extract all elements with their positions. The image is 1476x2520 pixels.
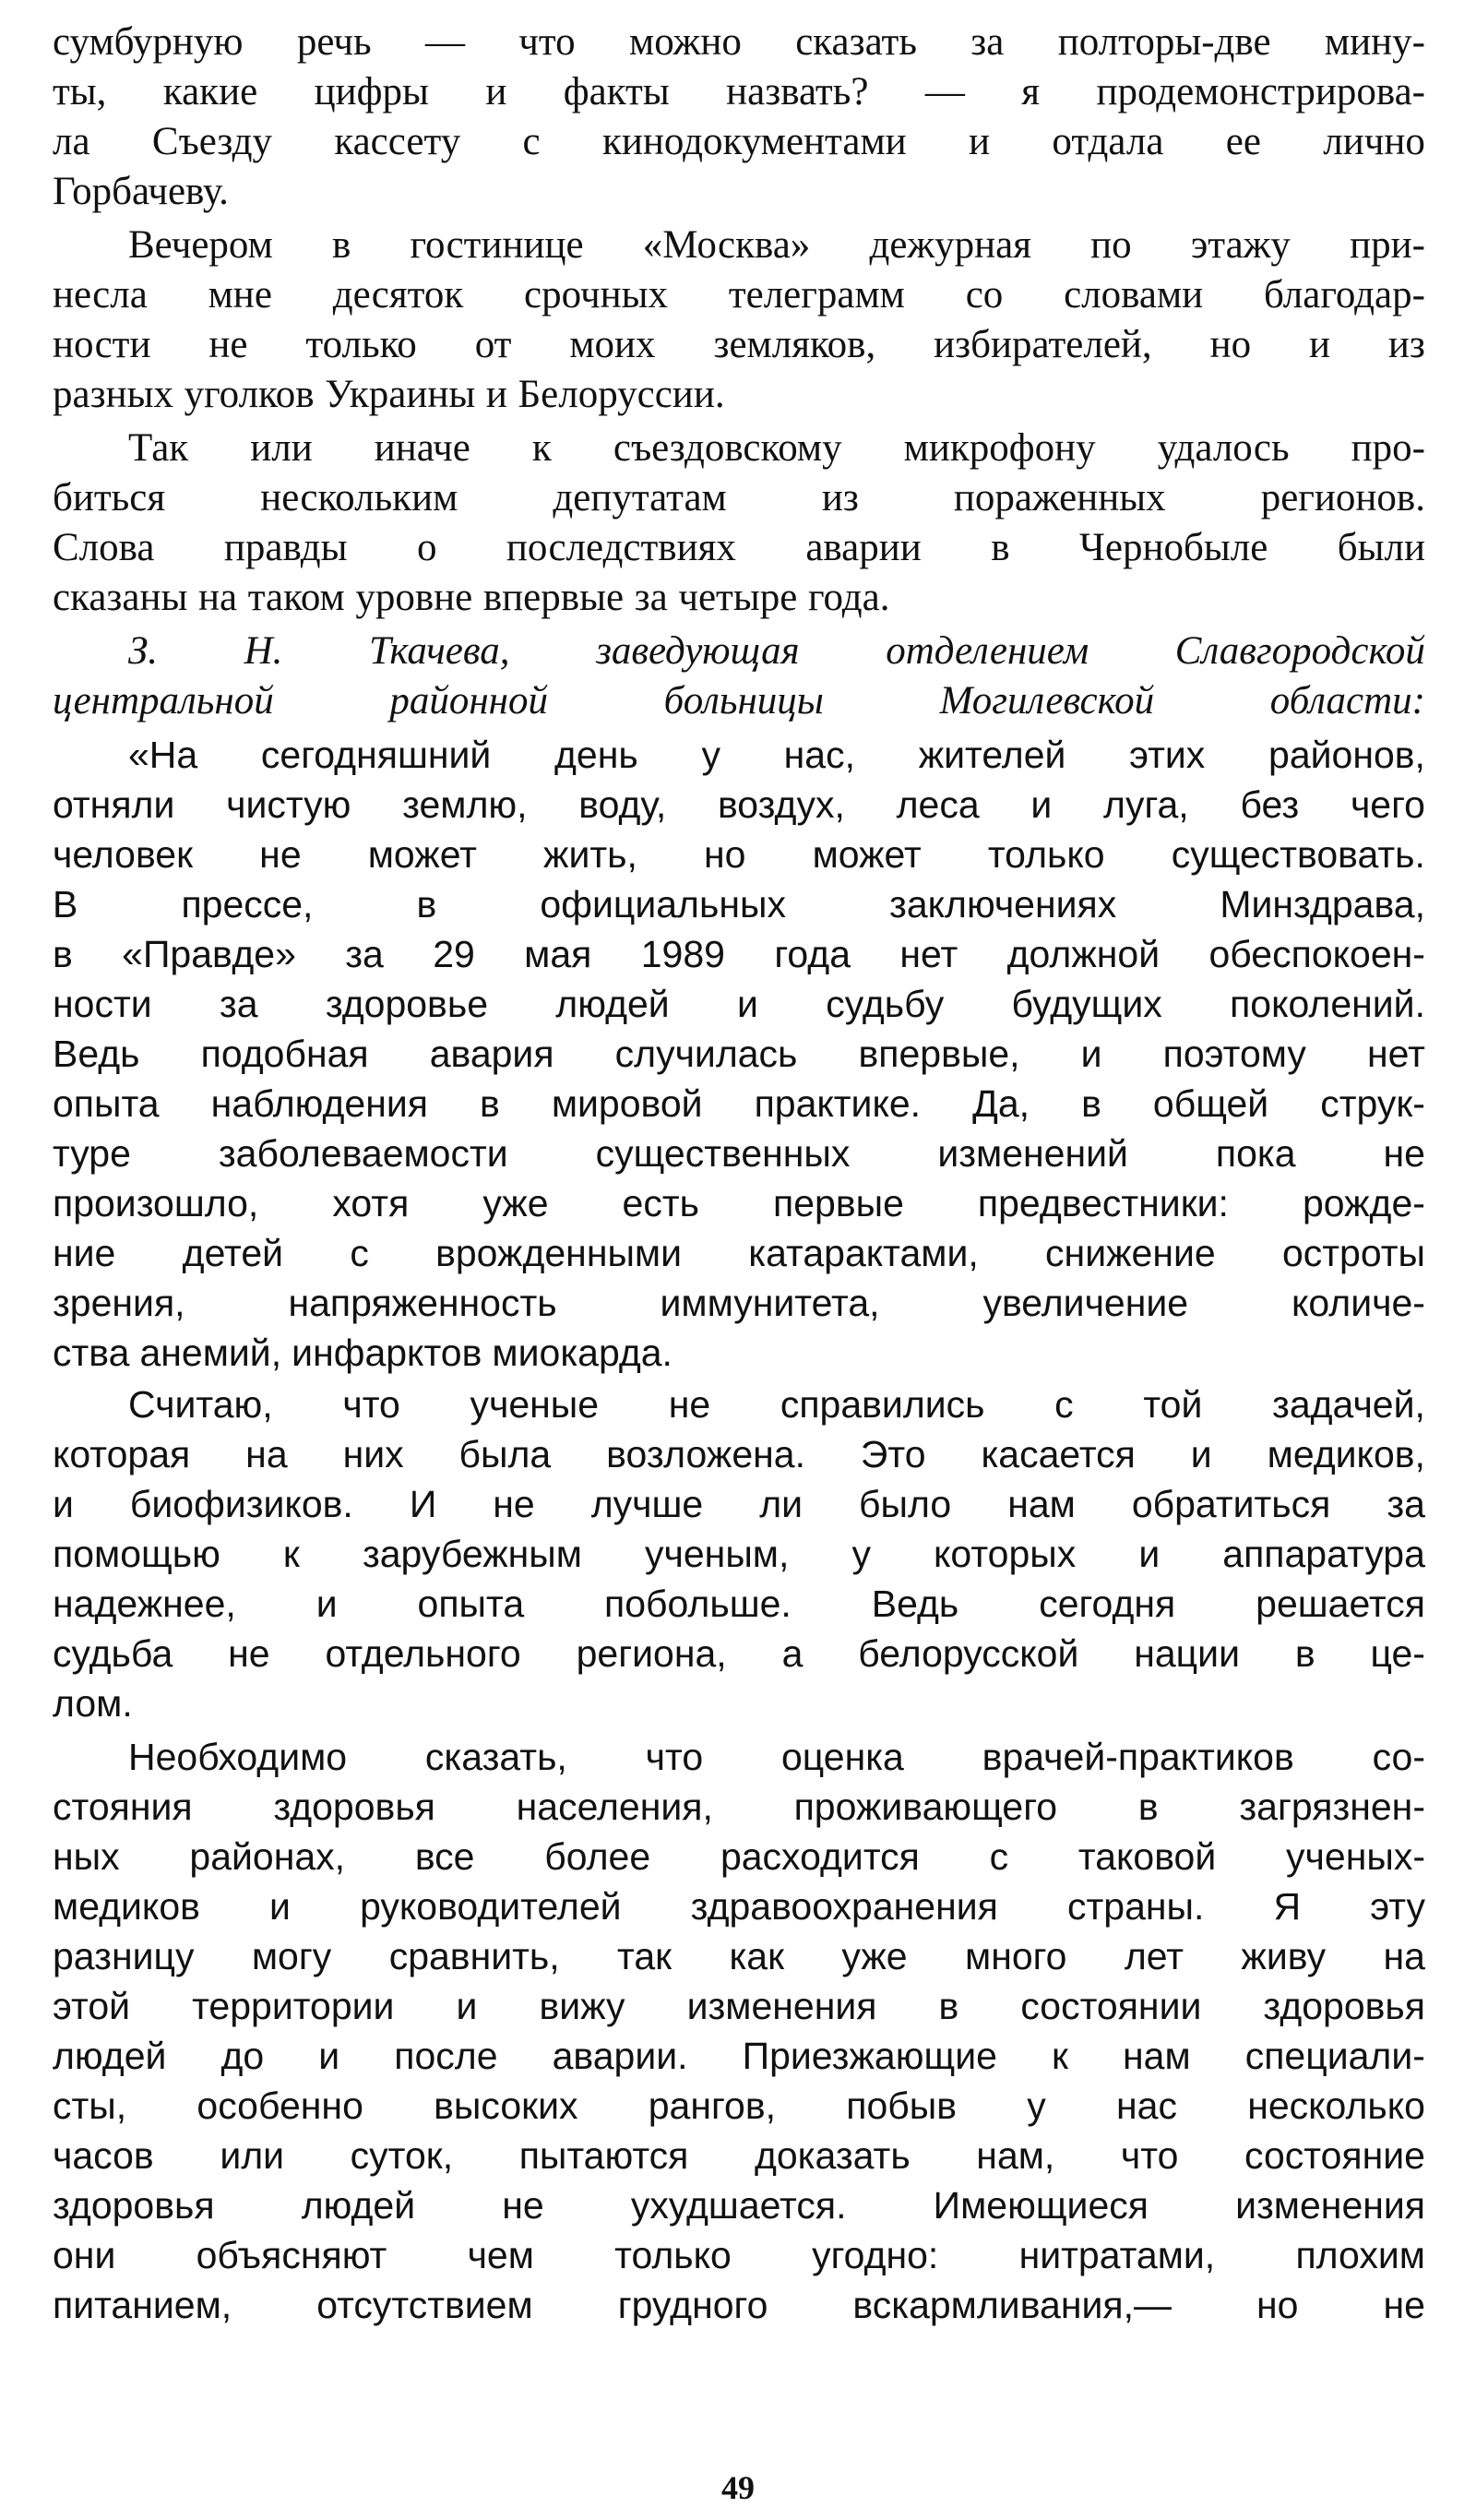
text-line: человек не может жить, но может только существовать. <box>53 833 1425 876</box>
text-line: Считаю, что ученые не справились с той задачей, <box>128 1383 1425 1426</box>
text-line: сказаны на таком уровне впервые за четыре года. <box>53 576 890 619</box>
text-line: здоровья людей не ухудшается. Имеющиеся изменения <box>53 2184 1425 2227</box>
text-line: В прессе, в официальных заключениях Минздрава, <box>53 883 1425 926</box>
text-line: и биофизиков. И не лучше ли было нам обратиться за <box>53 1483 1425 1525</box>
text-line: ности не только от моих земляков, избирателей, но и из <box>53 323 1425 366</box>
text-line: они объясняют чем только угодно: нитратами, плохим <box>53 2234 1425 2276</box>
text-line: разницу могу сравнить, так как уже много лет живу на <box>53 1935 1425 1977</box>
text-line: питанием, отсутствием грудного вскармливания,— но не <box>53 2284 1425 2326</box>
text-line: опыта наблюдения в мировой практике. Да, в общей струк- <box>53 1082 1425 1125</box>
text-line: которая на них была возложена. Это касается и медиков, <box>53 1433 1425 1475</box>
text-line: Слова правды о последствиях аварии в Чернобыле были <box>53 526 1425 569</box>
text-line: надежнее, и опыта побольше. Ведь сегодня решается <box>53 1582 1425 1625</box>
text-line: биться нескольким депутатам из пораженных регионов. <box>53 476 1425 520</box>
text-line: разных уголков Украины и Белоруссии. <box>53 373 725 416</box>
text-line: Горбачеву. <box>53 170 229 213</box>
text-line: ты, какие цифры и факты назвать? — я продемонстрирова- <box>53 70 1425 113</box>
text-line: отняли чистую землю, воду, воздух, леса и луга, без чего <box>53 783 1425 826</box>
text-line: Необходимо сказать, что оценка врачей-практиков со- <box>128 1736 1425 1778</box>
text-line: этой территории и вижу изменения в состоянии здоровья <box>53 1985 1425 2027</box>
text-line: Ведь подобная авария случилась впервые, и поэтому нет <box>53 1033 1425 1075</box>
text-line: несла мне десяток срочных телеграмм со словами благодар- <box>53 273 1425 316</box>
text-line: судьба не отдельного региона, а белорусской нации в це- <box>53 1632 1425 1675</box>
text-line: «На сегодняшний день у нас, жителей этих районов, <box>128 734 1425 776</box>
text-line: ла Съезду кассету с кинодокументами и отдала ее лично <box>53 120 1425 163</box>
text-line: туре заболеваемости существенных изменений пока не <box>53 1132 1425 1175</box>
text-line: в «Правде» за 29 мая 1989 года нет должной обеспокоен- <box>53 933 1425 975</box>
text-line: зрения, напряженность иммунитета, увеличение количе- <box>53 1282 1425 1324</box>
text-line: ние детей с врожденными катарактами, снижение остроты <box>53 1232 1425 1274</box>
text-line: стояния здоровья населения, проживающего в загрязнен- <box>53 1785 1425 1828</box>
text-line: центральной районной больницы Могилевской области: <box>53 679 1425 723</box>
page-number: 49 <box>721 2469 755 2506</box>
text-line: сты, особенно высоких рангов, побыв у нас несколько <box>53 2084 1425 2127</box>
text-line: произошло, хотя уже есть первые предвестники: рожде- <box>53 1182 1425 1224</box>
text-line: ных районах, все более расходится с таковой ученых- <box>53 1835 1425 1878</box>
text-line: помощью к зарубежным ученым, у которых и аппаратура <box>53 1533 1425 1575</box>
text-line: З. Н. Ткачева, заведующая отделением Славгородской <box>128 629 1425 673</box>
text-line: Так или иначе к съездовскому микрофону удалось про- <box>128 426 1425 470</box>
text-line: часов или суток, пытаются доказать нам, что состояние <box>53 2134 1425 2177</box>
text-line: ства анемий, инфарктов миокарда. <box>53 1332 673 1374</box>
text-line: Вечером в гостинице «Москва» дежурная по этажу при- <box>128 223 1425 267</box>
text-line: лом. <box>53 1682 133 1725</box>
text-line: медиков и руководителей здравоохранения страны. Я эту <box>53 1885 1425 1928</box>
text-line: сумбурную речь — что можно сказать за полторы-две мину- <box>53 20 1425 64</box>
text-line: людей до и после аварии. Приезжающие к нам специали- <box>53 2035 1425 2077</box>
text-line: ности за здоровье людей и судьбу будущих поколений. <box>53 983 1425 1025</box>
